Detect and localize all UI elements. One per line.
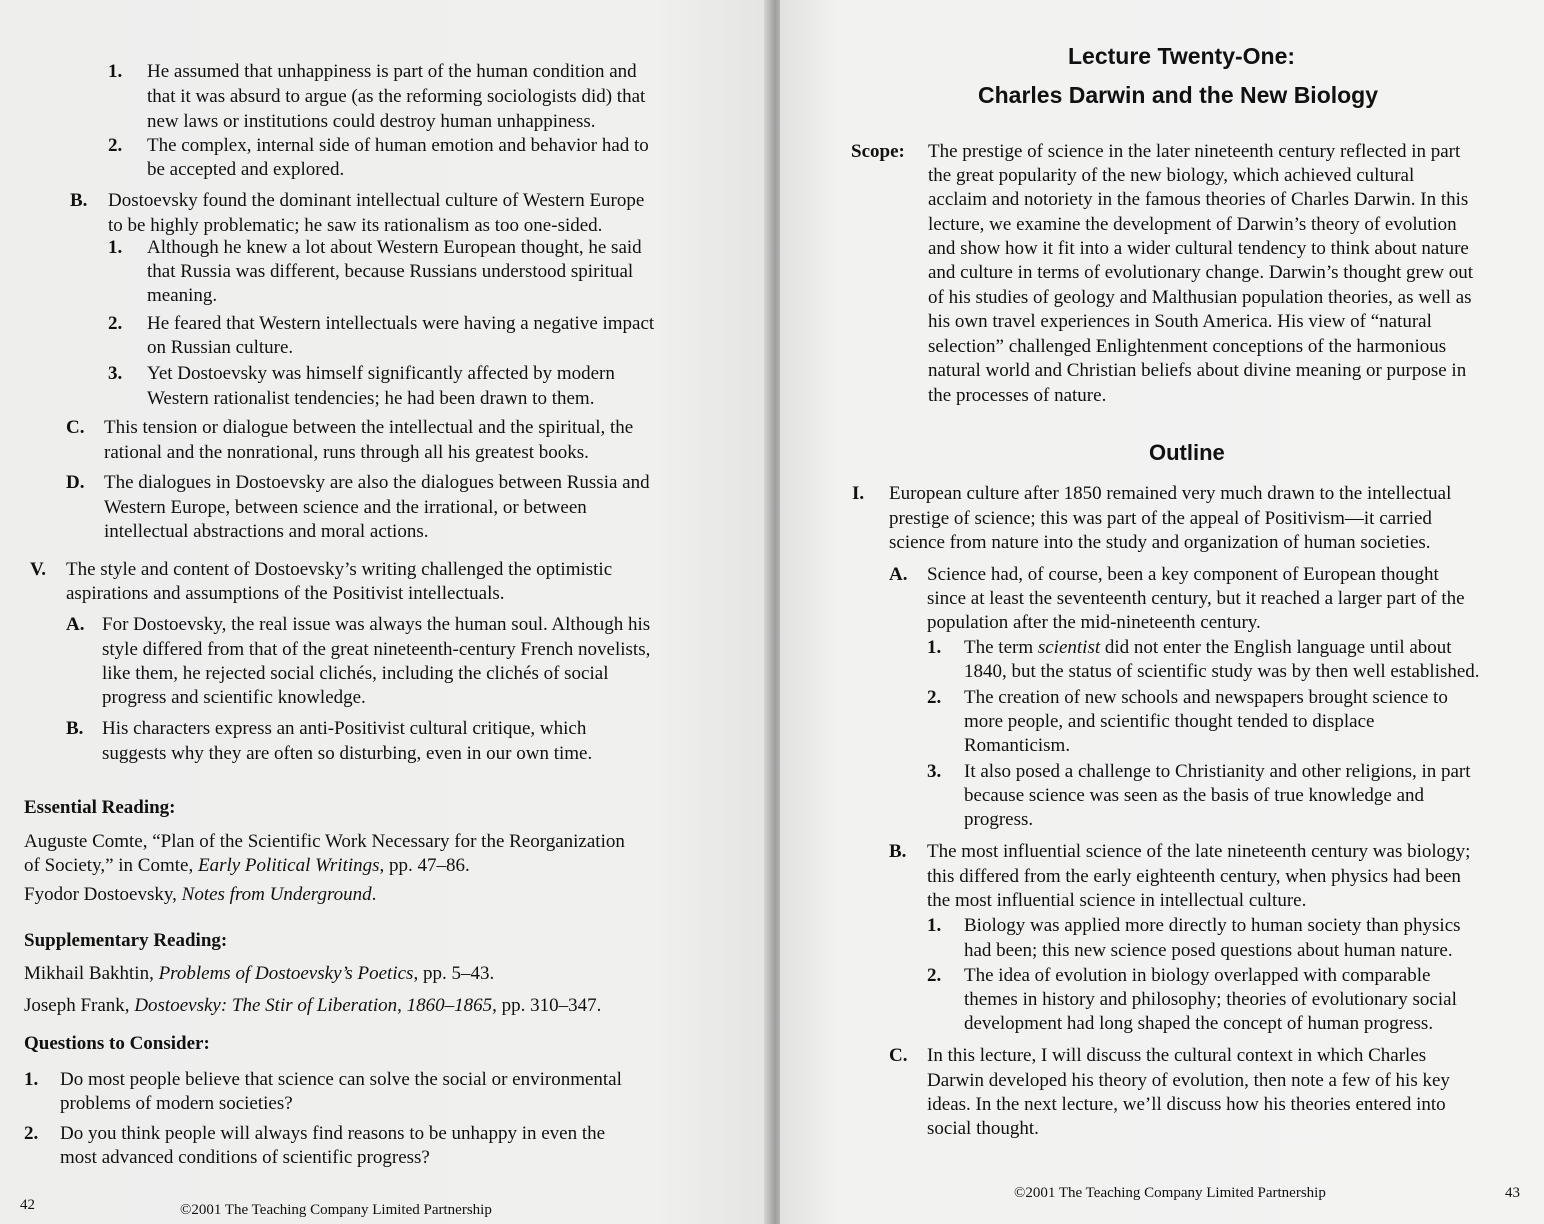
text-line: social thought. bbox=[927, 1118, 1039, 1139]
item-number: D. bbox=[66, 472, 85, 493]
text-line: For Dostoevsky, the real issue was always the human soul. Although his bbox=[102, 614, 651, 635]
page-footer: ©2001 The Teaching Company Limited Partnership bbox=[180, 1202, 492, 1218]
scope-line: and culture in terms of evolutionary change. Darwin’s thought grew out bbox=[928, 262, 1474, 283]
text-line: The complex, internal side of human emotion and behavior had to bbox=[147, 135, 649, 156]
text-line: Romanticism. bbox=[964, 735, 1071, 756]
text-line: Western rationalist tendencies; he had been drawn to them. bbox=[147, 388, 595, 409]
scope-label: Scope: bbox=[851, 141, 905, 162]
supplementary-reading-heading: Supplementary Reading: bbox=[24, 930, 228, 951]
text-line: like them, he rejected social clichés, including the clichés of social bbox=[102, 663, 609, 684]
text-line: aspirations and assumptions of the Positivist intellectuals. bbox=[66, 583, 505, 604]
text-line: because science was seen as the basis of true knowledge and bbox=[964, 785, 1425, 806]
question-number: 1. bbox=[24, 1069, 39, 1090]
text-line: European culture after 1850 remained very much drawn to the intellectual bbox=[889, 483, 1452, 504]
text-line: population after the mid-nineteenth century. bbox=[927, 612, 1261, 633]
text-line: The most influential science of the late nineteenth century was biology; bbox=[927, 841, 1471, 862]
reading-entry: Mikhail Bakhtin, Problems of Dostoevsky’s Poetics, pp. 5–43. bbox=[24, 963, 495, 984]
question-number: 2. bbox=[24, 1123, 39, 1144]
text-line: Dostoevsky found the dominant intellectual culture of Western Europe bbox=[108, 190, 645, 211]
text-line: intellectual abstractions and moral actions. bbox=[104, 521, 429, 542]
text-line: The style and content of Dostoevsky’s writing challenged the optimistic bbox=[66, 559, 613, 580]
item-number: 1. bbox=[927, 915, 942, 936]
scope-line: the great popularity of the new biology, which achieved cultural bbox=[928, 165, 1415, 186]
questions-heading: Questions to Consider: bbox=[24, 1033, 210, 1054]
text-line: He assumed that unhappiness is part of the human condition and bbox=[147, 61, 637, 82]
text-line: Although he knew a lot about Western European thought, he said bbox=[147, 237, 642, 258]
left-page bbox=[0, 0, 770, 1224]
page-footer: ©2001 The Teaching Company Limited Partnership bbox=[1014, 1185, 1326, 1201]
text-line: progress. bbox=[964, 809, 1034, 830]
question-line: Do most people believe that science can solve the social or environmental bbox=[60, 1069, 622, 1090]
text-line: The term scientist did not enter the English language until about bbox=[964, 637, 1452, 658]
scope-line: natural world and Christian beliefs about divine meaning or purpose in bbox=[928, 360, 1467, 381]
scope-line: acclaim and notoriety in the famous theories of Charles Darwin. In this bbox=[928, 189, 1469, 210]
text-line: meaning. bbox=[147, 285, 218, 306]
text-line: The dialogues in Dostoevsky are also the dialogues between Russia and bbox=[104, 472, 650, 493]
lecture-subtitle: Charles Darwin and the New Biology bbox=[978, 82, 1379, 108]
text-line: Western Europe, between science and the irrational, or between bbox=[104, 497, 587, 518]
reading-entry: Joseph Frank, Dostoevsky: The Stir of Liberation, 1860–1865, pp. 310–347. bbox=[24, 995, 602, 1016]
item-number: 1. bbox=[108, 237, 123, 258]
item-number: B. bbox=[889, 841, 907, 862]
item-number: 3. bbox=[108, 363, 123, 384]
scope-line: lecture, we examine the development of Darwin’s theory of evolution bbox=[928, 214, 1457, 235]
page-number: 43 bbox=[1505, 1185, 1520, 1201]
reading-entry: Fyodor Dostoevsky, Notes from Underground. bbox=[24, 884, 377, 905]
text-line: Darwin developed his theory of evolution, then note a few of his key bbox=[927, 1070, 1450, 1091]
item-number: 2. bbox=[108, 135, 123, 156]
text-line: had been; this new science posed questions about human nature. bbox=[964, 940, 1453, 961]
text-line: progress and scientific knowledge. bbox=[102, 687, 366, 708]
page-number: 42 bbox=[20, 1197, 35, 1213]
text-line: He feared that Western intellectuals were having a negative impact bbox=[147, 313, 655, 334]
text-line: that it was absurd to argue (as the reforming sociologists did) that bbox=[147, 86, 646, 107]
text-line: since at least the seventeenth century, but it reached a larger part of the bbox=[927, 588, 1465, 609]
text-line: science from nature into the study and organization of human societies. bbox=[889, 532, 1431, 553]
text-line: This tension or dialogue between the intellectual and the spiritual, the bbox=[104, 417, 634, 438]
scope-line: selection” challenged Enlightenment conceptions of the harmonious bbox=[928, 336, 1447, 357]
item-number: 1. bbox=[108, 61, 123, 82]
item-number: A. bbox=[66, 614, 85, 635]
reading-entry: of Society,” in Comte, Early Political Writings, pp. 47–86. bbox=[24, 855, 470, 876]
text-line: new laws or institutions could destroy human unhappiness. bbox=[147, 111, 596, 132]
item-number: C. bbox=[889, 1045, 908, 1066]
text-line: more people, and scientific thought tended to displace bbox=[964, 711, 1375, 732]
text-line: ideas. In the next lecture, we’ll discuss how his theories entered into bbox=[927, 1094, 1446, 1115]
text-line: His characters express an anti-Positivist cultural critique, which bbox=[102, 718, 587, 739]
item-number: I. bbox=[852, 483, 865, 504]
text-line: 1840, but the status of scientific study was by then well established. bbox=[964, 661, 1480, 682]
text-line: be accepted and explored. bbox=[147, 159, 345, 180]
item-number: 3. bbox=[927, 761, 942, 782]
question-line: Do you think people will always find reasons to be unhappy in even the bbox=[60, 1123, 606, 1144]
text-line: that Russia was different, because Russians understood spiritual bbox=[147, 261, 634, 282]
essential-reading-heading: Essential Reading: bbox=[24, 797, 176, 818]
text-line: Science had, of course, been a key component of European thought bbox=[927, 564, 1439, 585]
text-line: to be highly problematic; he saw its rationalism as too one-sided. bbox=[108, 215, 603, 236]
text-line: development had long shaped the concept of human progress. bbox=[964, 1013, 1434, 1034]
text-line: It also posed a challenge to Christianity and other religions, in part bbox=[964, 761, 1471, 782]
text-line: Yet Dostoevsky was himself significantly affected by modern bbox=[147, 363, 615, 384]
item-number: C. bbox=[66, 417, 85, 438]
text-line: on Russian culture. bbox=[147, 337, 294, 358]
scope-line: his own travel experiences in South America. His view of “natural bbox=[928, 311, 1432, 332]
text-line: Biology was applied more directly to human society than physics bbox=[964, 915, 1461, 936]
scope-line: and show how it fit into a wider cultural tendency to think about nature bbox=[928, 238, 1469, 259]
scope-line: of his studies of geology and Malthusian population theories, as well as bbox=[928, 287, 1472, 308]
scope-line: the processes of nature. bbox=[928, 385, 1107, 406]
text-line: the most influential science in intellectual culture. bbox=[927, 890, 1307, 911]
text-line: The idea of evolution in biology overlapped with comparable bbox=[964, 965, 1431, 986]
right-page bbox=[780, 0, 1544, 1224]
text-line: this differed from the early eighteenth century, when physics had been bbox=[927, 866, 1461, 887]
lecture-title: Lecture Twenty-One: bbox=[1068, 43, 1296, 69]
text-line: In this lecture, I will discuss the cultural context in which Charles bbox=[927, 1045, 1427, 1066]
item-number: A. bbox=[889, 564, 908, 585]
item-number: 2. bbox=[108, 313, 123, 334]
text-line: style differed from that of the great nineteenth-century French novelists, bbox=[102, 639, 651, 660]
scope-line: The prestige of science in the later nineteenth century reflected in part bbox=[928, 141, 1461, 162]
question-line: problems of modern societies? bbox=[60, 1093, 293, 1114]
question-line: most advanced conditions of scientific progress? bbox=[60, 1147, 430, 1168]
item-number: B. bbox=[66, 718, 84, 739]
text-line: suggests why they are often so disturbing, even in our own time. bbox=[102, 743, 593, 764]
item-number: B. bbox=[70, 190, 88, 211]
outline-heading: Outline bbox=[1149, 440, 1225, 465]
item-number: 1. bbox=[927, 637, 942, 658]
item-number: 2. bbox=[927, 687, 942, 708]
text-line: themes in history and philosophy; theories of evolutionary social bbox=[964, 989, 1457, 1010]
item-number: V. bbox=[30, 559, 47, 580]
text-line: prestige of science; this was part of the appeal of Positivism—it carried bbox=[889, 508, 1432, 529]
reading-entry: Auguste Comte, “Plan of the Scientific Work Necessary for the Reorganization bbox=[24, 831, 625, 852]
item-number: 2. bbox=[927, 965, 942, 986]
text-line: rational and the nonrational, runs through all his greatest books. bbox=[104, 442, 589, 463]
text-line: The creation of new schools and newspapers brought science to bbox=[964, 687, 1448, 708]
